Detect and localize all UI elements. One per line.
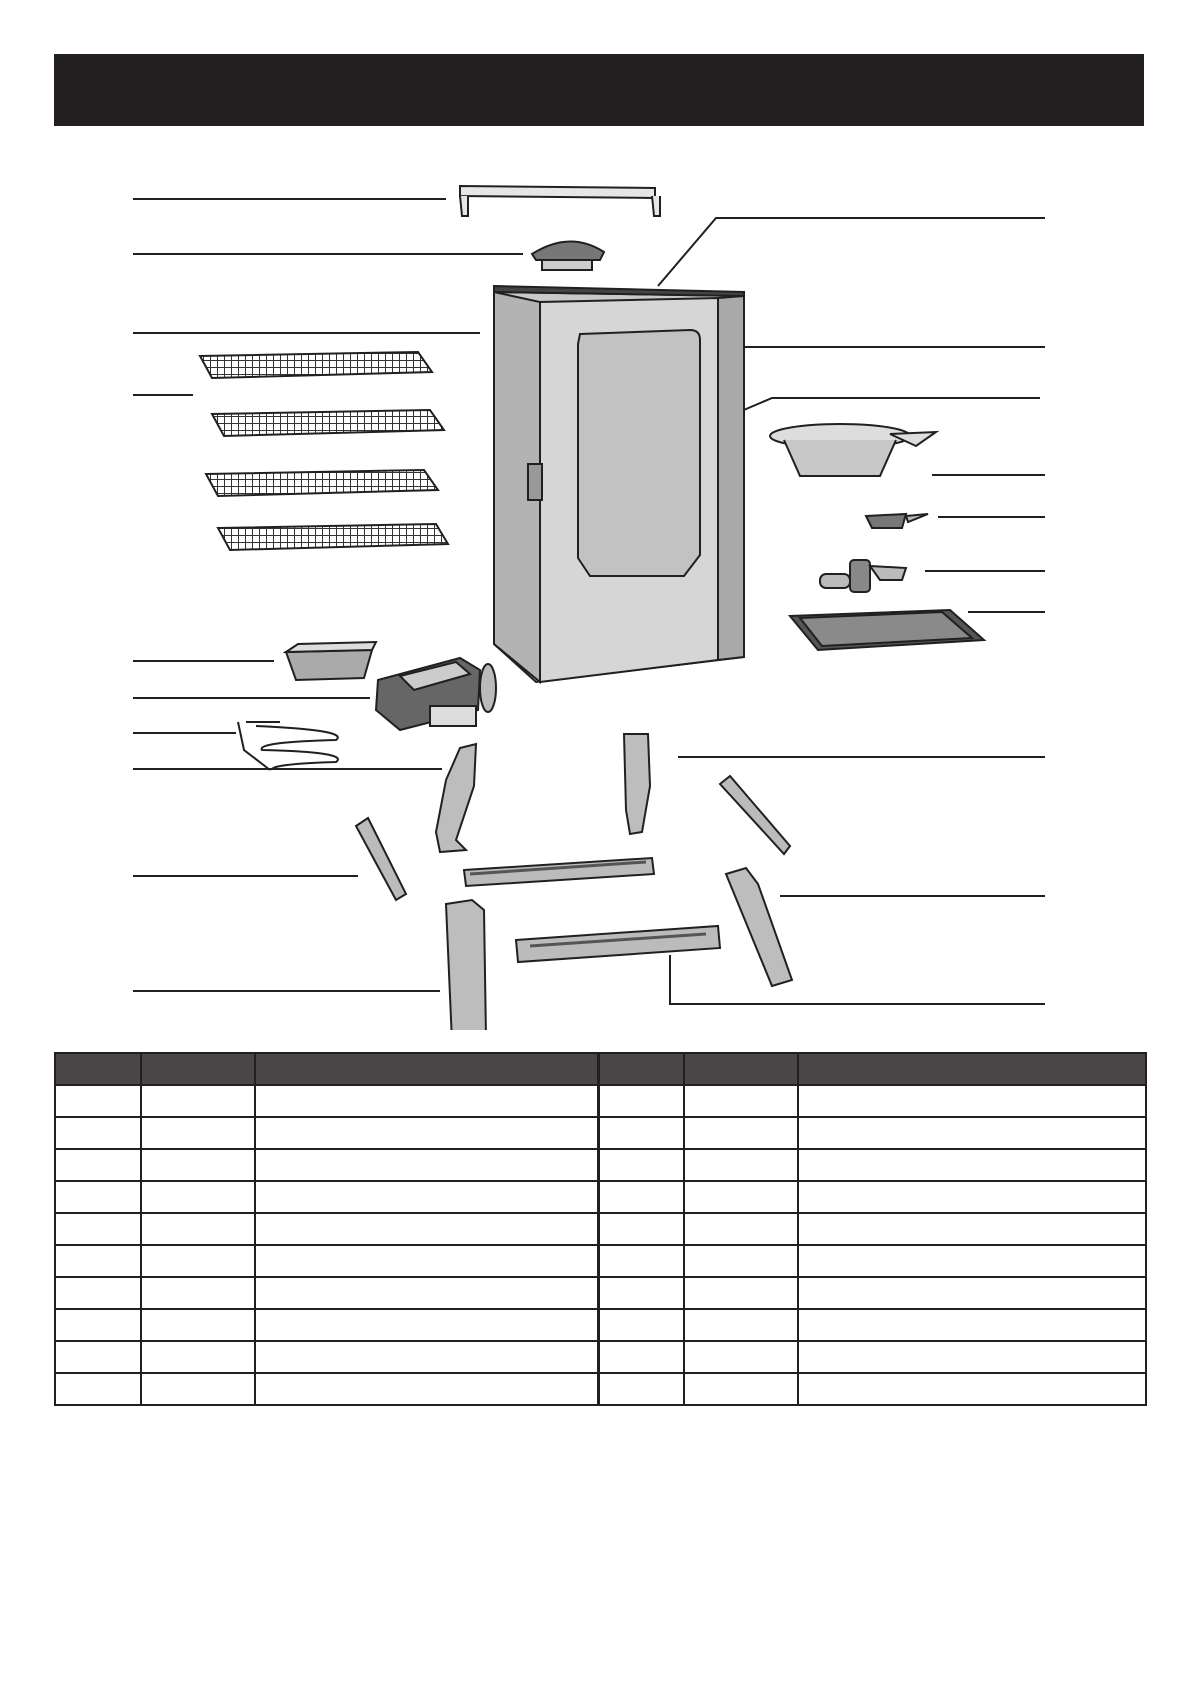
table-cell [141,1373,255,1405]
table-cell [141,1341,255,1373]
exploded-parts-diagram [0,150,1191,1030]
table-cell [684,1149,798,1181]
table-cell [55,1277,141,1309]
table-row [55,1085,1146,1117]
column-header [55,1053,141,1085]
table-cell [55,1213,141,1245]
table-cell [55,1181,141,1213]
table-cell [798,1373,1146,1405]
column-header [798,1053,1146,1085]
table-row [55,1341,1146,1373]
table-row [55,1213,1146,1245]
table-cell [798,1277,1146,1309]
table-cell [141,1149,255,1181]
heating-element-part [238,722,338,770]
table-cell [141,1277,255,1309]
table-cell [798,1117,1146,1149]
table-header-row [55,1053,1146,1085]
table-cell [141,1309,255,1341]
table-cell [598,1245,684,1277]
table-row [55,1117,1146,1149]
table-cell [255,1181,598,1213]
table-cell [684,1341,798,1373]
table-cell [598,1373,684,1405]
table-cell [798,1213,1146,1245]
table-cell [141,1085,255,1117]
controller-part [376,658,496,730]
table-cell [684,1309,798,1341]
column-header [141,1053,255,1085]
table-cell [798,1149,1146,1181]
column-header [598,1053,684,1085]
parts-table [54,1052,1147,1406]
column-header [684,1053,798,1085]
column-header [255,1053,598,1085]
drip-tray-part [790,610,984,650]
table-cell [798,1085,1146,1117]
table-row [55,1309,1146,1341]
table-cell [141,1117,255,1149]
cooking-rack-part [200,352,448,550]
table-row [55,1373,1146,1405]
latch-part [820,560,906,592]
table-cell [141,1245,255,1277]
top-handle-part [460,186,660,216]
table-cell [798,1245,1146,1277]
table-cell [598,1309,684,1341]
table-cell [141,1213,255,1245]
table-cell [255,1277,598,1309]
table-row [55,1245,1146,1277]
table-cell [255,1341,598,1373]
wood-chip-tray-part [286,642,376,680]
table-cell [255,1117,598,1149]
table-cell [55,1373,141,1405]
smoker-cabinet-part [494,286,744,682]
title-bar [54,54,1144,126]
table-cell [55,1341,141,1373]
table-cell [684,1373,798,1405]
table-cell [598,1085,684,1117]
table-cell [684,1245,798,1277]
table-cell [255,1213,598,1245]
table-cell [255,1149,598,1181]
table-cell [255,1085,598,1117]
table-cell [798,1309,1146,1341]
water-pan-part [770,424,936,476]
table-cell [598,1181,684,1213]
table-cell [255,1309,598,1341]
table-cell [55,1245,141,1277]
table-cell [684,1181,798,1213]
table-row [55,1181,1146,1213]
table-cell [798,1341,1146,1373]
table-cell [141,1181,255,1213]
table-cell [255,1245,598,1277]
table-cell [55,1309,141,1341]
table-cell [684,1213,798,1245]
table-cell [255,1373,598,1405]
table-cell [598,1341,684,1373]
table-cell [55,1117,141,1149]
table-cell [55,1149,141,1181]
table-row [55,1277,1146,1309]
table-cell [598,1213,684,1245]
vent-cap-part [532,241,604,270]
brace-part [356,776,790,962]
table-cell [598,1149,684,1181]
table-cell [55,1085,141,1117]
table-cell [598,1277,684,1309]
table-cell [684,1277,798,1309]
table-cell [798,1181,1146,1213]
table-cell [684,1085,798,1117]
table-cell [598,1117,684,1149]
table-cell [684,1117,798,1149]
table-row [55,1149,1146,1181]
grease-cup-part [866,514,928,528]
